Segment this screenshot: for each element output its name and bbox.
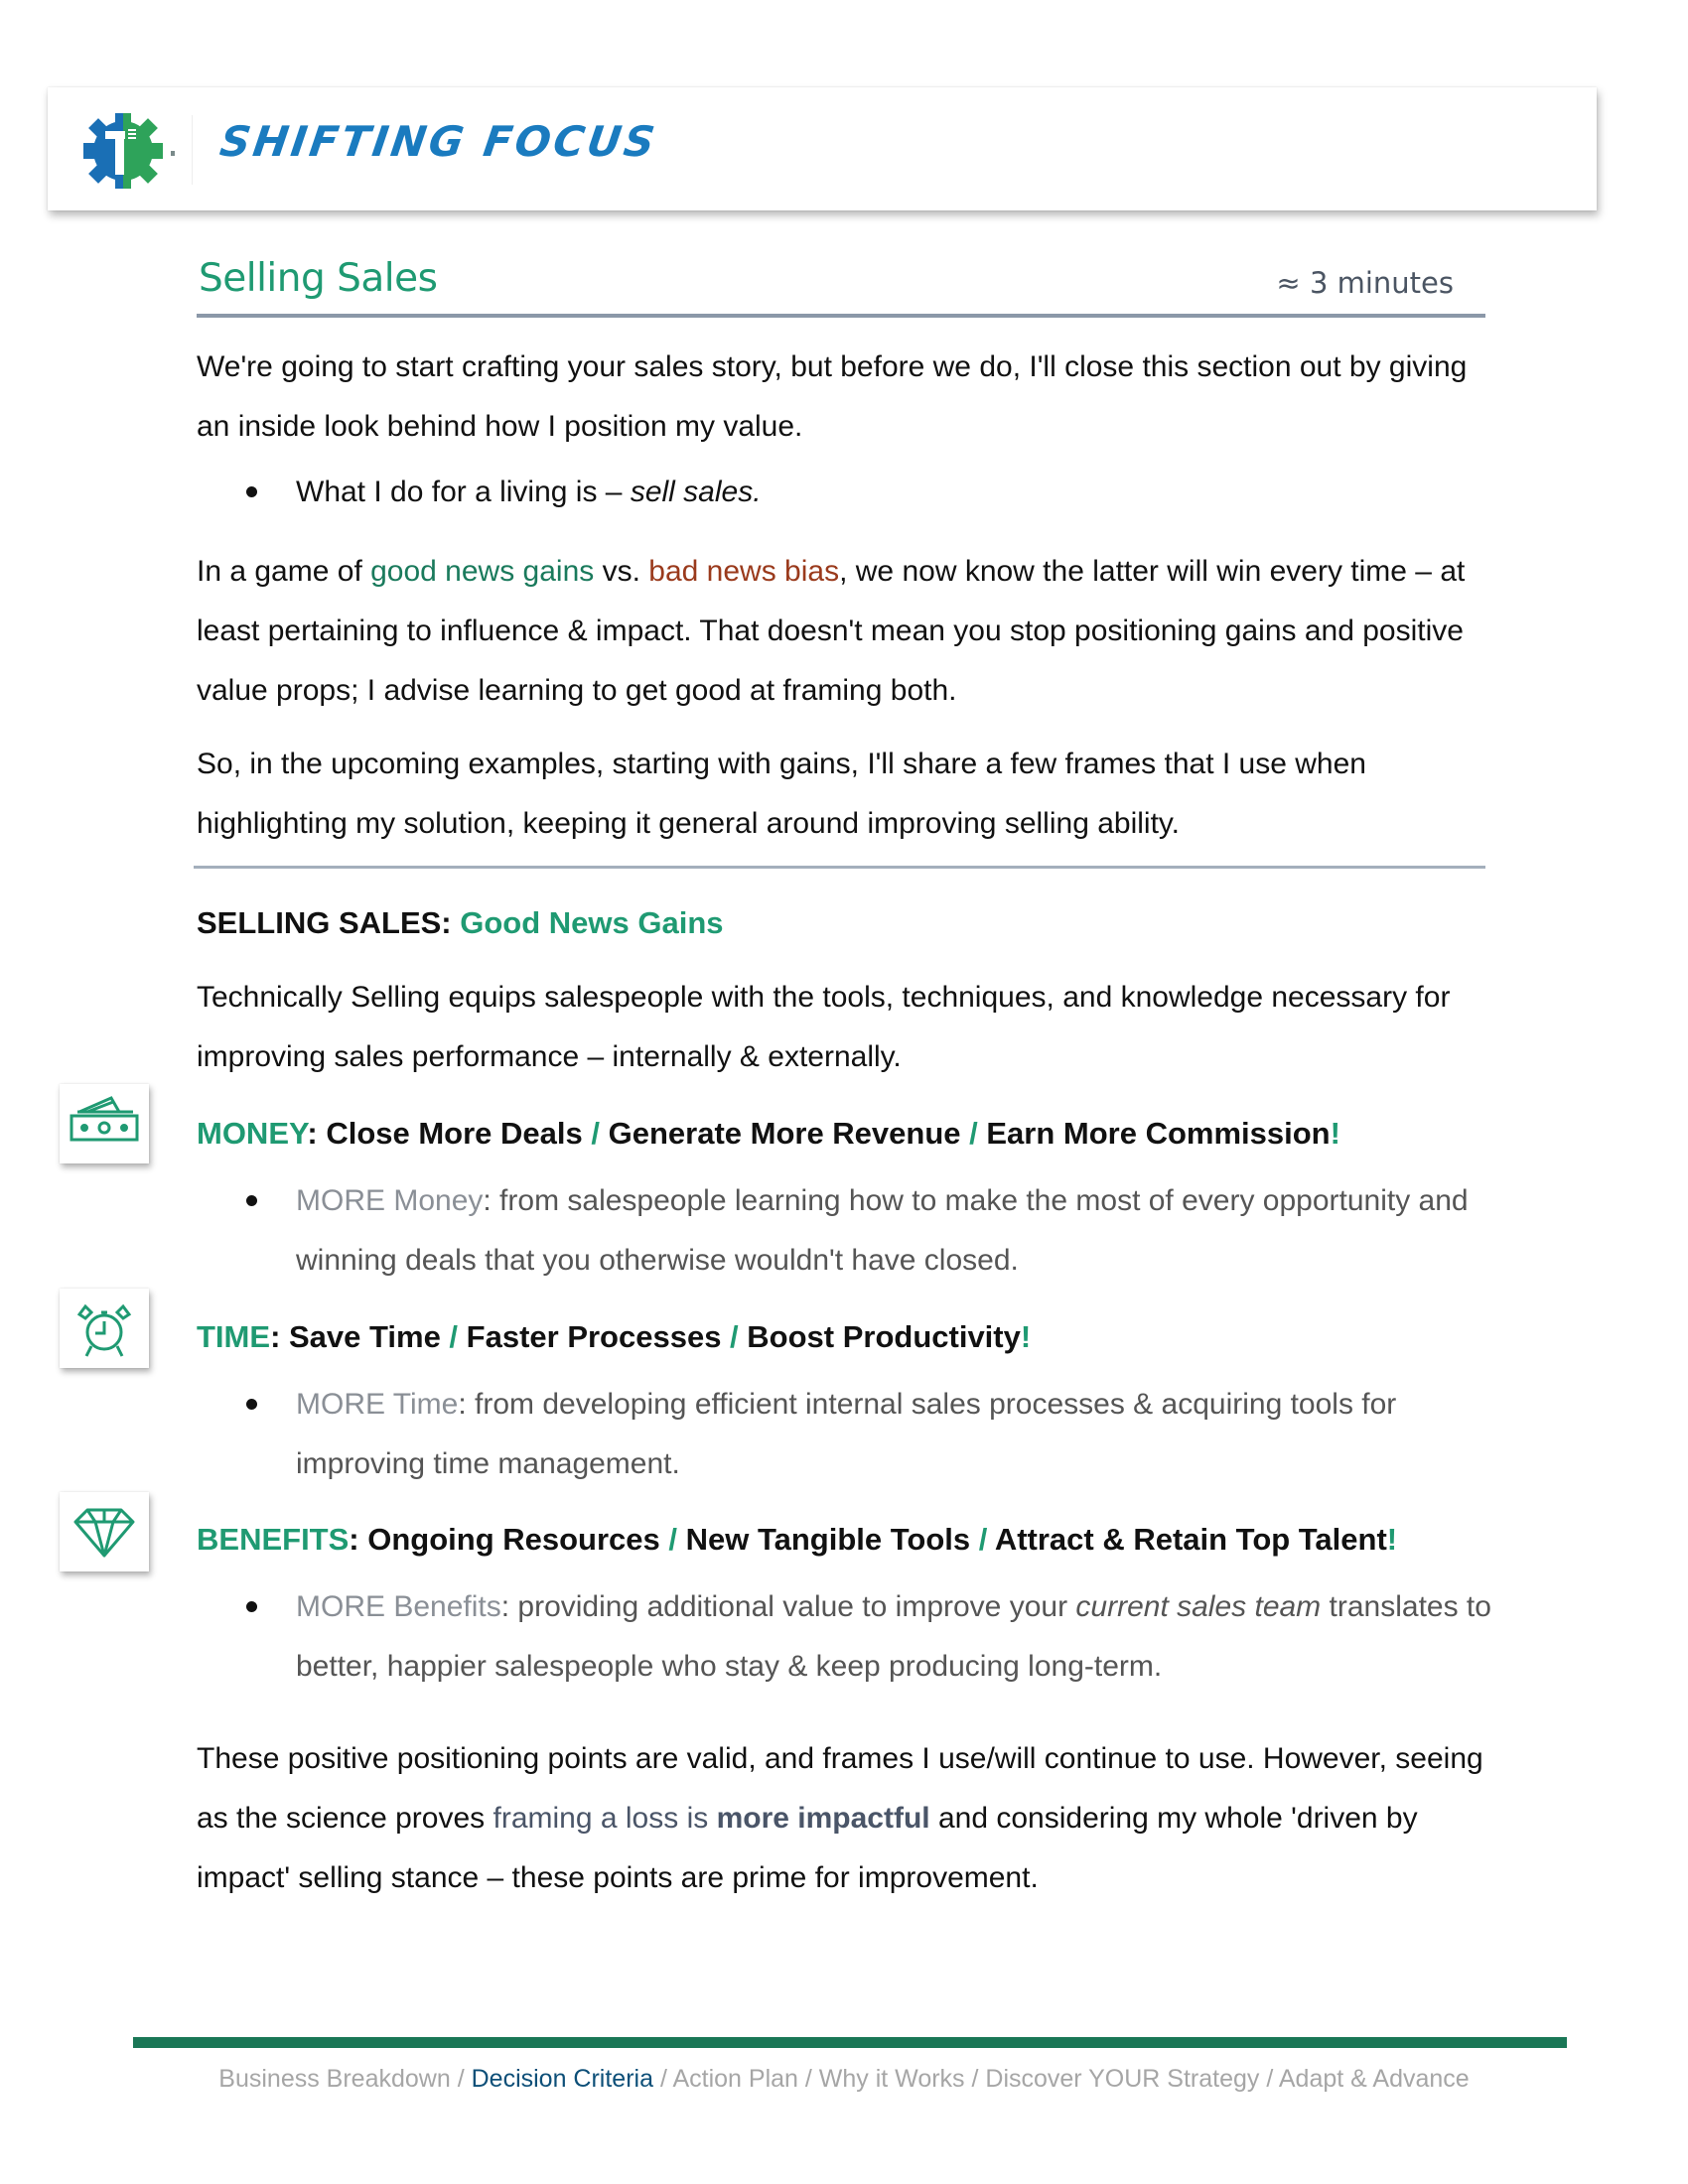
intro-bullet [246,463,1477,522]
bullet-emphasis: sell sales. [630,476,762,508]
header-divider [192,115,193,185]
footer-nav-why-it-works[interactable]: Why it Works [818,2065,965,2093]
header-card [48,87,1597,210]
slash-separator: / [970,1522,995,1557]
section-divider [194,866,1485,869]
exclamation: ! [1020,1319,1032,1354]
trademark-mark [171,151,175,156]
money-icon-box [60,1084,149,1163]
alarm-clock-icon [60,1289,149,1368]
text-span: These positive positioning points are valid, and frames I use/will continue to use. However, seeing as the science proves [197,1742,1483,1835]
bullet-text [296,1577,1497,1697]
category-item: Boost Productivity [747,1319,1021,1354]
exclamation: ! [1330,1116,1340,1151]
bullet-lead: MORE Time [296,1388,459,1421]
bullet-lead: MORE Benefits [296,1590,501,1623]
benefits-bullet [246,1577,1491,1697]
footer-nav-decision-criteria[interactable]: Decision Criteria [471,2065,653,2093]
text-span: vs. [594,555,649,588]
more-impactful-text: more impactful [716,1802,930,1835]
colon: : [349,1522,368,1557]
time-icon-box [60,1289,149,1368]
slash-separator: / [721,1319,748,1354]
nav-separator: / [653,2065,673,2093]
section-duration: ≈ 3 minutes [1276,266,1454,300]
category-item: Faster Processes [466,1319,722,1354]
category-item: Save Time [289,1319,441,1354]
category-label: BENEFITS [197,1522,350,1557]
category-label: MONEY [197,1116,308,1151]
text-span: In a game of [197,555,371,588]
bullet-body: : from developing efficient internal sales processes & acquiring tools for improving time management. [296,1388,1397,1480]
bullet-body: : providing additional value to improve your [500,1590,1076,1623]
bullet-icon [246,1195,257,1206]
bullet-prefix: What I do for a living is – [296,476,631,508]
benefits-icon-box [60,1492,149,1571]
category-item: Earn More Commission [986,1116,1331,1151]
text-span: , we now know the latter will win every time – at least pertaining to influence & impact. That doesn't mean you stop positioning gains and positive value props; I advise learning to get good at framing both. [197,555,1466,707]
bullet-body-tail: translates to better, happier salespeople who stay & keep producing long-term. [296,1590,1491,1683]
bullet-emphasis: current sales team [1075,1590,1322,1623]
good-news-gains-text: good news gains [370,555,595,588]
category-heading-benefits [197,1510,1397,1570]
bullet-body: : from salespeople learning how to make the most of every opportunity and winning deals that you otherwise wouldn't have closed. [296,1184,1469,1277]
footer-nav-action-plan[interactable]: Action Plan [672,2065,798,2093]
bullet-text [296,1375,1497,1494]
nav-separator: / [450,2065,472,2093]
intro-paragraph: We're going to start crafting your sales story, but before we do, I'll close this section out by giving an inside look behind how I position my value. [197,350,1468,443]
diamond-icon [60,1492,149,1571]
money-bills-icon [60,1084,149,1163]
bullet-text [296,1171,1497,1291]
category-item: Generate More Revenue [608,1116,961,1151]
section-title: Selling Sales [199,256,438,301]
closing-paragraph [197,1729,1497,1908]
bullet-lead: MORE Money [296,1184,484,1217]
bullet-icon [246,1399,257,1410]
category-item: Ongoing Resources [367,1522,660,1557]
equips-paragraph: Technically Selling equips salespeople with the tools, techniques, and knowledge necessary for improving sales performance – internally & externally. [197,981,1451,1073]
slash-separator: / [659,1522,686,1557]
nav-separator: / [1259,2065,1279,2093]
category-heading-money [197,1104,1340,1163]
footer-breadcrumb-nav [0,2065,1688,2094]
subsection-heading [197,893,724,953]
kicker-label: SELLING SALES: [197,905,461,940]
category-heading-time [197,1307,1031,1367]
nav-separator: / [964,2065,986,2093]
footer-nav-business-breakdown[interactable]: Business Breakdown [218,2065,451,2093]
category-item: New Tangible Tools [685,1522,971,1557]
text-span: and considering my whole 'driven by impact' selling stance – these points are prime for improvement. [197,1802,1418,1894]
colon: : [307,1116,327,1151]
footer-bar [133,2037,1567,2048]
gear-ts-logo-icon [77,109,169,193]
upcoming-examples-paragraph: So, in the upcoming examples, starting with gains, I'll share a few frames that I use when highlighting my solution, keeping it general around improving selling ability. [197,748,1366,840]
money-bullet [246,1171,1477,1291]
bullet-icon [246,486,257,497]
kicker-accent: Good News Gains [460,905,724,940]
slash-separator: / [960,1116,987,1151]
category-label: TIME [197,1319,271,1354]
slash-separator: / [582,1116,609,1151]
nav-separator: / [797,2065,819,2093]
category-item: Close More Deals [326,1116,583,1151]
bullet-icon [246,1601,257,1612]
section-header [197,256,1485,318]
category-item: Attract & Retain Top Talent [994,1522,1387,1557]
gains-bias-paragraph [197,542,1497,721]
loss-framing-text: framing a loss is [492,1802,717,1835]
time-bullet [246,1375,1477,1494]
brand-title: SHIFTING FOCUS [216,117,661,166]
footer-nav-discover-your-strategy[interactable]: Discover YOUR Strategy [985,2065,1260,2093]
footer-nav-adapt-advance[interactable]: Adapt & Advance [1278,2065,1470,2093]
bad-news-bias-text: bad news bias [648,555,840,588]
slash-separator: / [440,1319,467,1354]
bullet-text [296,463,1497,522]
colon: : [270,1319,289,1354]
exclamation: ! [1386,1522,1398,1557]
